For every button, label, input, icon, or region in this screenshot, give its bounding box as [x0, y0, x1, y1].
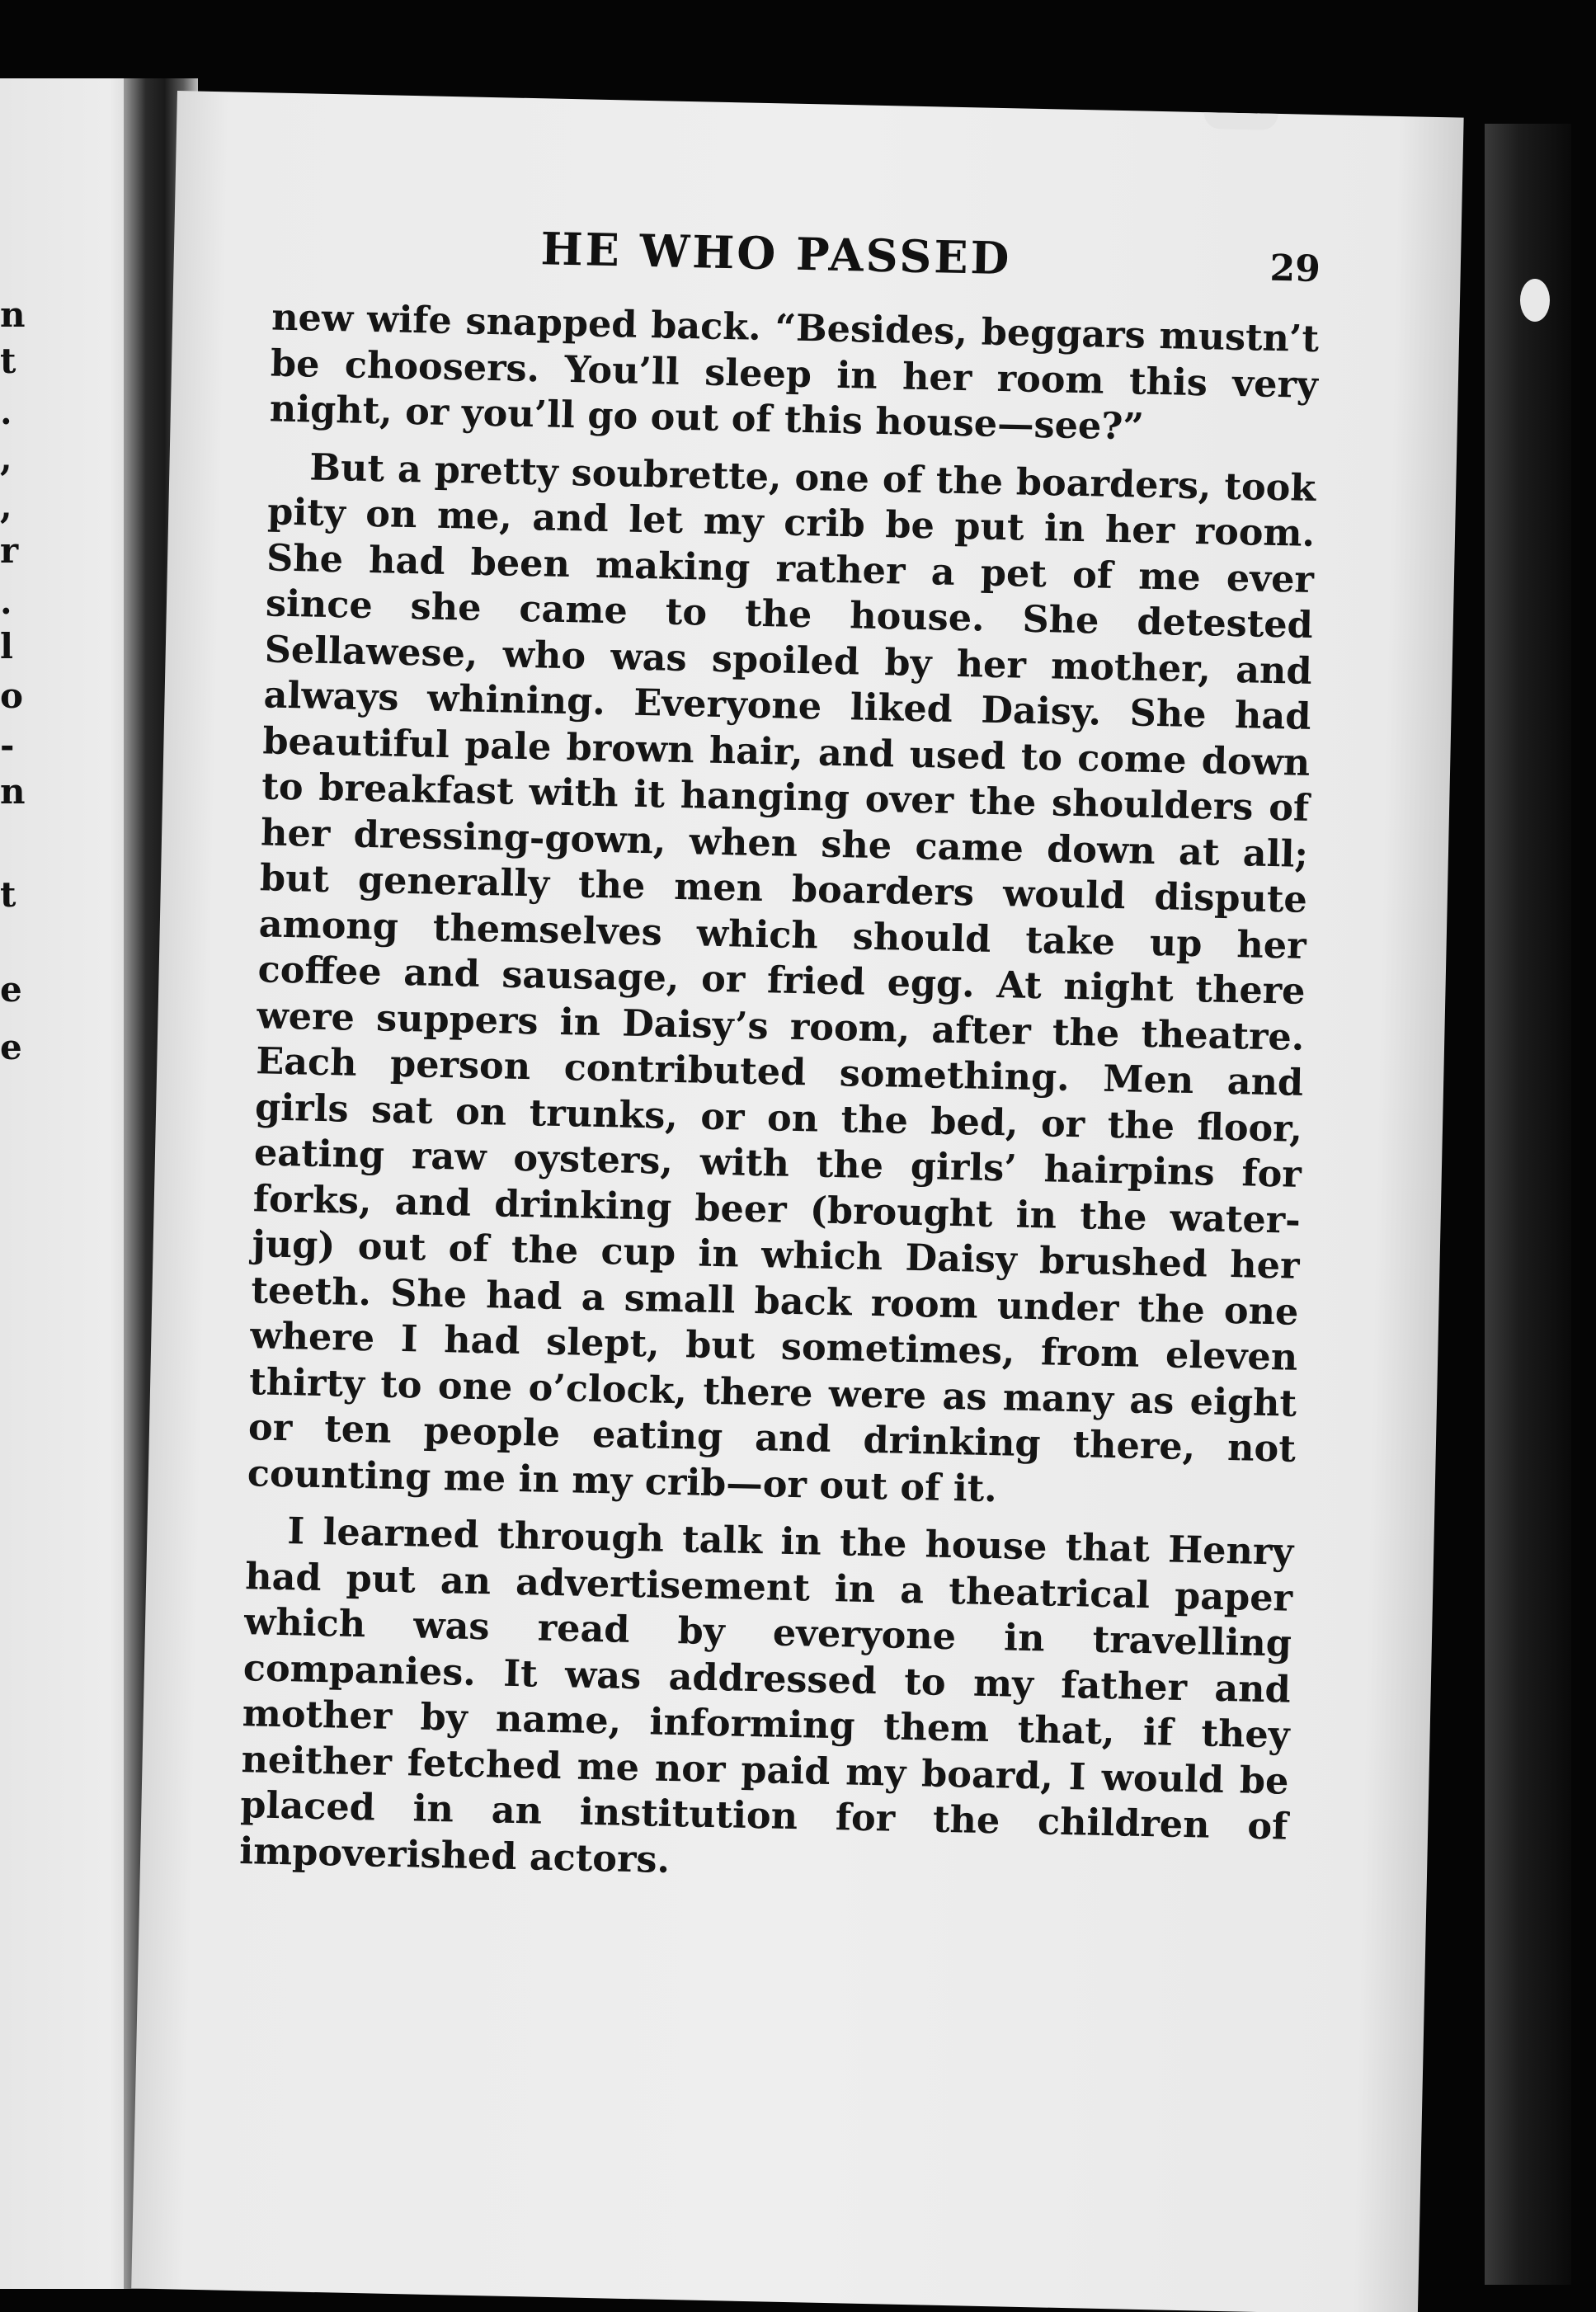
- running-title: HE WHO PASSED: [539, 222, 1013, 285]
- edge-highlight: [1520, 279, 1550, 322]
- scan-artifact: [1203, 112, 1278, 130]
- margin-mark: e: [0, 969, 22, 1010]
- page-number: 29: [1269, 247, 1321, 291]
- paragraph: new wife snapped back. “Besides, beggars mustn’t be choosers. You’ll sleep in her room this very night, or you’ll go out of this house—see?”: [269, 295, 1320, 449]
- margin-mark: r: [0, 530, 19, 571]
- paragraph: But a pretty soubrette, one of the boarders, took pity on me, and let my crib be put in her room. She had been making rather a pet of me ever since she came to the house. She detested Sellawese, who was spoiled by her mother, and always whining. Everyone liked Daisy. She had beautiful pale brown hair, and used to come down to breakfast with it hanging over the shoulders of her dressing-gown, when she came down at all; but generally the men boarders would dispute among themselves which should take up her coffee and sausage, or fried egg. At night there were suppers in Daisy’s room, after the theatre. Each person contributed something. Men and girls sat on trunks, or on the bed, or the floor, eating raw oysters, with the girls’ hairpins for forks, and drinking beer (brought in the water-jug) out of the cup in which Daisy brushed her teeth. She had a small back room under the one where I had slept, but sometimes, from eleven thirty to one o’clock, there were as many as eight or ten people eating and drinking there, not counting me in my crib—or out of it.: [247, 445, 1316, 1510]
- margin-mark: .: [0, 582, 12, 622]
- body-text: [238, 294, 1319, 1907]
- page-edge-shadow: [1485, 124, 1571, 2285]
- margin-mark: l: [0, 626, 13, 666]
- margin-mark: e: [0, 1027, 22, 1067]
- paragraph: I learned through talk in the house that Henry had put an advertisement in a theatrical paper which was read by everyone in travelling companies. It was addressed to my father and mother by name, informing them that, if they neither fetched me nor paid my board, I would be placed in an institution for the children of impoverished actors.: [238, 1509, 1294, 1881]
- page-header: [173, 214, 1461, 299]
- margin-mark: ,: [0, 486, 12, 526]
- margin-mark: t: [0, 874, 16, 915]
- margin-mark: t: [0, 341, 16, 381]
- margin-mark: .: [0, 392, 12, 432]
- margin-mark: ,: [0, 438, 12, 478]
- margin-mark: o: [0, 676, 24, 716]
- margin-mark: n: [0, 771, 26, 812]
- margin-mark: n: [0, 294, 26, 335]
- margin-mark: -: [0, 725, 15, 765]
- book-page: [131, 91, 1463, 2312]
